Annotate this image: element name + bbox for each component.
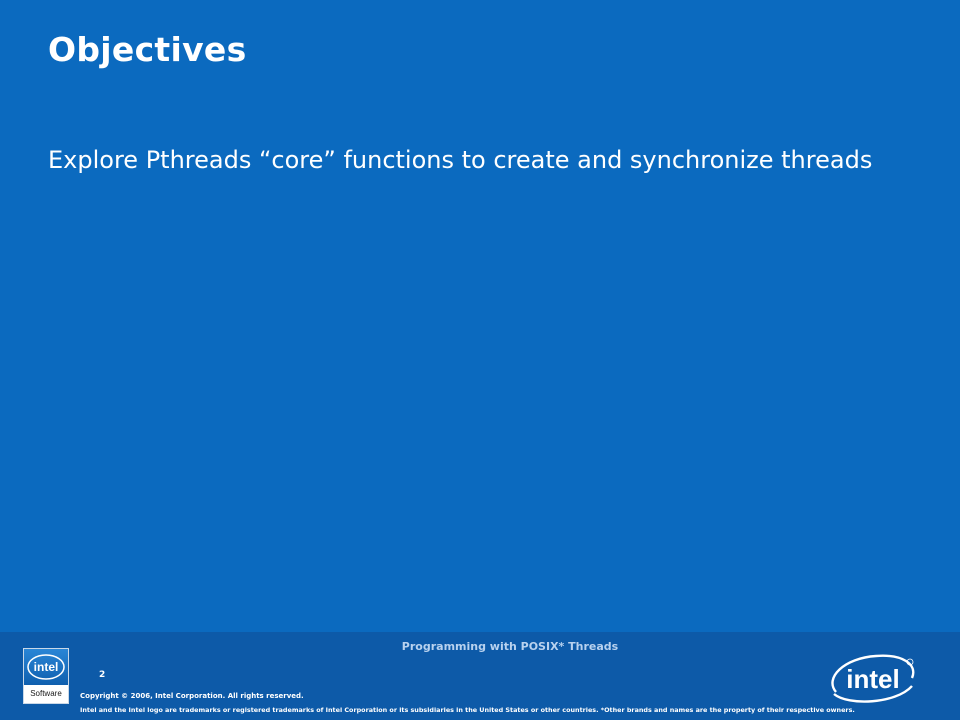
footer-title: Programming with POSIX* Threads	[401, 640, 619, 653]
intel-software-badge	[23, 648, 69, 704]
logo-text: intel	[846, 664, 900, 694]
badge-logo-text: intel	[33, 660, 59, 674]
slide-title: Objectives	[48, 30, 247, 69]
intel-logo-icon	[826, 648, 918, 708]
intel-swirl-icon	[24, 649, 68, 685]
trademark-notice: Intel and the Intel logo are trademarks or registered trademarks of Intel Corporation or its subsidiaries in the United States or other countries. *Other brands and names are the property of their respective owners.	[80, 706, 855, 714]
badge-label: Software	[30, 689, 62, 698]
slide-footer	[0, 632, 960, 720]
slide-body-text: Explore Pthreads “core” functions to create and synchronize threads	[48, 146, 873, 174]
page-number: 2	[99, 670, 106, 680]
copyright-notice: Copyright © 2006, Intel Corporation. All rights reserved.	[80, 692, 304, 700]
intel-logo	[826, 648, 918, 708]
intel-software-badge-logo	[24, 649, 68, 685]
